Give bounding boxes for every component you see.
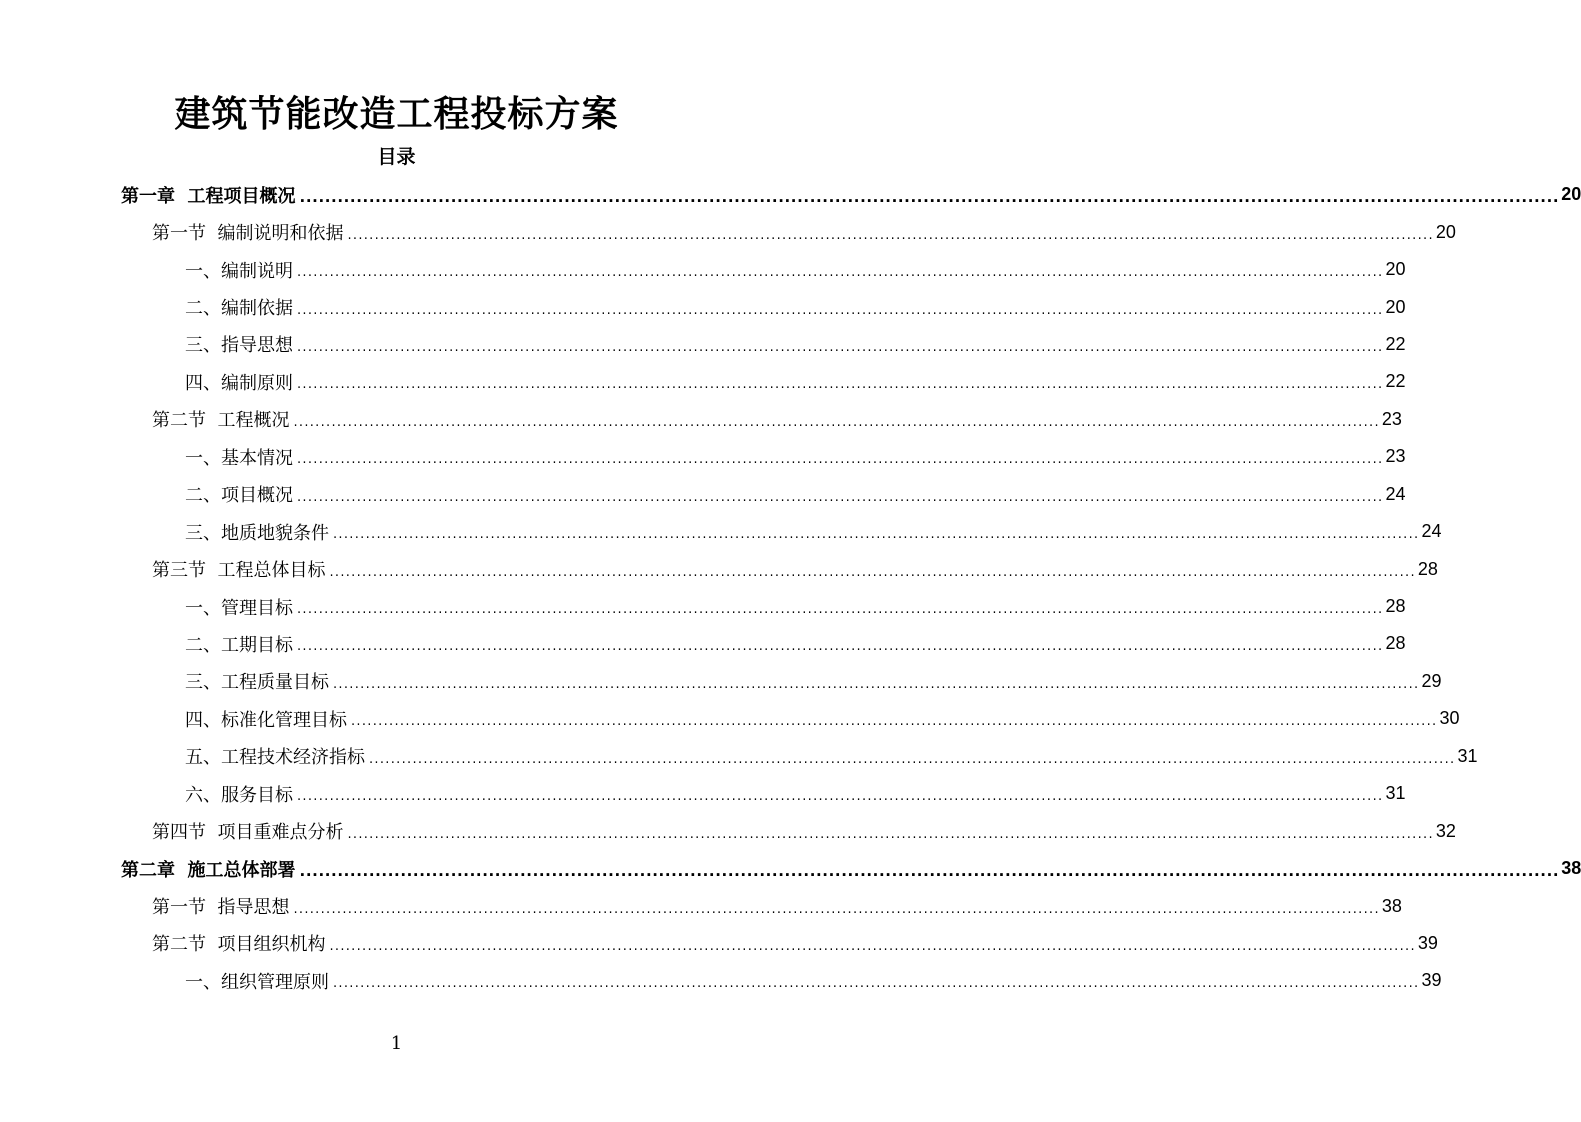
toc-entry-page: 31	[1385, 783, 1406, 804]
toc-entry-page: 20	[1385, 259, 1406, 280]
toc-dot-leader: ........................................................................................................................................................................................................	[329, 564, 1416, 580]
toc-entry-label: 第二章 施工总体部署	[121, 859, 296, 881]
toc-dot-leader: ........................................................................................................................................................................................................	[297, 489, 1384, 505]
toc-entry[interactable]	[0, 476, 1406, 513]
toc-entry[interactable]	[0, 962, 1442, 999]
toc-dot-leader: ........................................................................................................................................................................................................	[333, 976, 1420, 992]
toc-entry[interactable]	[0, 251, 1406, 288]
toc-entry-page: 24	[1385, 483, 1406, 504]
toc-entry[interactable]	[0, 326, 1406, 363]
toc-dot-leader: ........................................................................................................................................................................................................	[297, 265, 1384, 281]
page-number: 1	[390, 1033, 403, 1054]
toc-dot-leader: ........................................................................................................................................................................................................	[297, 789, 1384, 805]
toc-entry-page: 38	[1381, 895, 1402, 916]
toc-entry[interactable]	[0, 588, 1406, 625]
toc-dot-leader: ........................................................................................................................................................................................................	[297, 639, 1384, 655]
toc-dot-leader: ........................................................................................................................................................................................................	[293, 901, 1380, 917]
toc-entry-page: 30	[1439, 708, 1460, 729]
toc-entry-label: 二、项目概况	[185, 485, 293, 507]
toc-entry[interactable]	[0, 887, 1402, 924]
toc-entry-label: 第三节 工程总体目标	[152, 560, 326, 582]
toc-entry-page: 23	[1385, 446, 1406, 467]
toc-dot-leader: ........................................................................................................................................................................................................	[297, 302, 1384, 318]
toc-dot-leader: ........................................................................................................................................................................................................	[297, 602, 1384, 618]
toc-entry-label: 第一节 编制说明和依据	[152, 223, 344, 245]
toc-dot-leader: ........................................................................................................................................................................................................	[299, 862, 1560, 881]
toc-entry-page: 39	[1421, 970, 1442, 991]
toc-entry-label: 第四节 项目重难点分析	[152, 822, 344, 844]
toc-entry[interactable]	[0, 363, 1406, 400]
toc-entry-label: 第一节 指导思想	[152, 897, 290, 919]
toc-entry-page: 39	[1417, 932, 1438, 953]
toc-entry-label: 一、编制说明	[185, 260, 293, 282]
toc-entry-page: 23	[1381, 408, 1402, 429]
toc-dot-leader: ........................................................................................................................................................................................................	[329, 938, 1416, 954]
toc-entry-label: 四、标准化管理目标	[185, 709, 347, 731]
toc-entry-label: 第一章 工程项目概况	[121, 185, 296, 207]
toc-entry-label: 四、编制原则	[185, 372, 293, 394]
toc-entry-label: 三、地质地貌条件	[185, 522, 329, 544]
toc-entry[interactable]	[0, 738, 1478, 775]
toc-entry-label: 三、指导思想	[185, 335, 293, 357]
toc-entry[interactable]	[0, 438, 1406, 475]
table-of-contents	[0, 176, 1581, 1000]
toc-entry-page: 28	[1385, 633, 1406, 654]
toc-entry-page: 32	[1435, 820, 1456, 841]
toc-entry-page: 22	[1385, 333, 1406, 354]
toc-entry[interactable]	[0, 850, 1581, 887]
toc-entry[interactable]	[0, 176, 1581, 213]
toc-dot-leader: ........................................................................................................................................................................................................	[347, 826, 1434, 842]
toc-entry[interactable]	[0, 663, 1442, 700]
toc-entry-label: 二、工期目标	[185, 634, 293, 656]
toc-entry-page: 20	[1385, 296, 1406, 317]
toc-entry[interactable]	[0, 288, 1406, 325]
toc-entry[interactable]	[0, 700, 1460, 737]
toc-entry-label: 六、服务目标	[185, 784, 293, 806]
toc-entry-label: 三、工程质量目标	[185, 672, 329, 694]
toc-entry[interactable]	[0, 812, 1456, 849]
toc-entry-label: 第二节 项目组织机构	[152, 934, 326, 956]
toc-entry-page: 20	[1435, 221, 1456, 242]
toc-entry[interactable]	[0, 513, 1442, 550]
toc-entry-page: 29	[1421, 670, 1442, 691]
toc-dot-leader: ........................................................................................................................................................................................................	[299, 188, 1560, 207]
toc-entry-page: 38	[1561, 858, 1581, 879]
toc-dot-leader: ........................................................................................................................................................................................................	[369, 751, 1456, 767]
toc-entry[interactable]	[0, 213, 1456, 250]
toc-dot-leader: ........................................................................................................................................................................................................	[297, 377, 1384, 393]
toc-entry[interactable]	[0, 401, 1402, 438]
toc-entry-page: 24	[1421, 521, 1442, 542]
toc-entry-page: 31	[1457, 745, 1478, 766]
toc-entry-page: 20	[1561, 184, 1581, 205]
toc-entry-label: 第二节 工程概况	[152, 410, 290, 432]
toc-entry-label: 五、工程技术经济指标	[185, 747, 365, 769]
toc-entry[interactable]	[0, 625, 1406, 662]
toc-dot-leader: ........................................................................................................................................................................................................	[297, 339, 1384, 355]
toc-entry[interactable]	[0, 550, 1438, 587]
toc-entry-label: 二、编制依据	[185, 298, 293, 320]
toc-dot-leader: ........................................................................................................................................................................................................	[347, 227, 1434, 243]
toc-entry-page: 22	[1385, 371, 1406, 392]
toc-entry-label: 一、管理目标	[185, 597, 293, 619]
toc-entry-label: 一、基本情况	[185, 447, 293, 469]
toc-dot-leader: ........................................................................................................................................................................................................	[333, 527, 1420, 543]
toc-entry-label: 一、组织管理原则	[185, 971, 329, 993]
toc-entry[interactable]	[0, 925, 1438, 962]
document-title: 建筑节能改造工程投标方案	[174, 93, 619, 135]
toc-dot-leader: ........................................................................................................................................................................................................	[297, 452, 1384, 468]
toc-heading: 目录	[377, 146, 416, 168]
toc-dot-leader: ........................................................................................................................................................................................................	[333, 676, 1420, 692]
toc-dot-leader: ........................................................................................................................................................................................................	[293, 414, 1380, 430]
toc-entry-page: 28	[1385, 596, 1406, 617]
toc-entry[interactable]	[0, 775, 1406, 812]
toc-entry-page: 28	[1417, 558, 1438, 579]
toc-dot-leader: ........................................................................................................................................................................................................	[351, 714, 1438, 730]
